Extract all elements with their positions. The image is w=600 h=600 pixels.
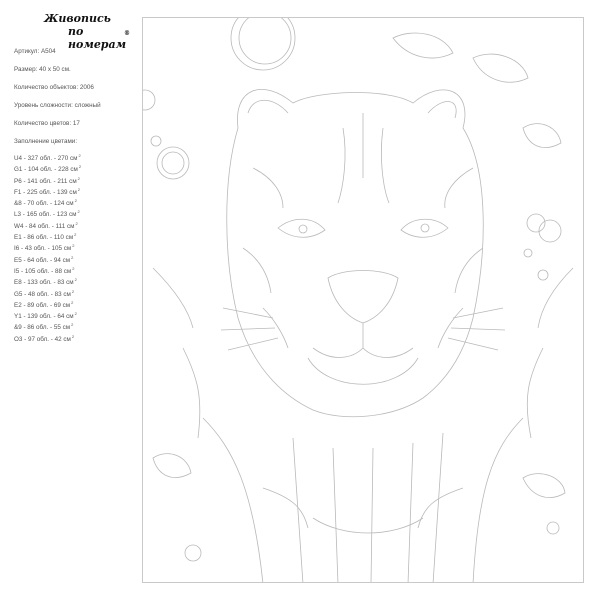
bubble-shape	[547, 522, 559, 534]
paint-splash	[523, 124, 561, 148]
paint-splash	[393, 33, 453, 58]
objects-count-label: Количество объектов: 2006	[14, 84, 94, 91]
legend-row-sup: 2	[77, 175, 80, 181]
stripe	[381, 128, 389, 203]
legend-row-text: W4 - 84 обл. - 111 см	[14, 222, 75, 230]
legend-row	[14, 288, 81, 299]
stripe	[338, 128, 345, 203]
legend-row-text: G1 - 104 обл. - 228 см	[14, 166, 78, 174]
legend-row	[14, 197, 81, 208]
color-legend	[14, 152, 81, 344]
bubble-shape	[231, 18, 295, 70]
fur-stroke	[313, 518, 423, 533]
legend-row-text: E5 - 64 обл. - 94 см	[14, 256, 71, 264]
legend-row-sup: 2	[71, 254, 74, 260]
difficulty-label: Уровень сложности: сложный	[14, 102, 101, 109]
left-eye	[278, 219, 325, 237]
legend-row-sup: 2	[74, 277, 77, 283]
legend-row-text: O3 - 97 обл. - 42 см	[14, 335, 71, 343]
chin-line	[308, 358, 418, 384]
legend-row-text: I5 - 105 обл. - 88 см	[14, 267, 72, 275]
legend-row-sup: 2	[71, 322, 74, 328]
left-ear-inner	[248, 100, 288, 113]
legend-row-text: E1 - 86 обл. - 110 см	[14, 234, 74, 242]
size-label: Размер: 40 x 50 см.	[14, 66, 71, 73]
bubble-shape	[538, 270, 548, 280]
fur-stroke	[527, 348, 543, 438]
legend-row	[14, 333, 81, 344]
stripe	[445, 168, 473, 208]
legend-row-text: L3 - 165 обл. - 123 см	[14, 211, 77, 219]
legend-row	[14, 175, 81, 186]
bubble-shape	[539, 220, 561, 242]
tiger-outline-drawing	[143, 18, 584, 583]
legend-row-sup: 2	[78, 164, 82, 170]
legend-row-text: &8 - 70 обл. - 124 см	[14, 200, 74, 208]
stripe	[243, 248, 271, 293]
paint-splash	[153, 454, 191, 478]
fur-stroke	[263, 488, 308, 528]
legend-row-text: Y1 - 139 обл. - 64 см	[14, 313, 74, 321]
nose-outline	[328, 271, 398, 324]
bubble-shape	[524, 249, 532, 257]
paint-splash	[473, 54, 528, 82]
legend-row-text: G5 - 48 обл. - 83 см	[14, 290, 71, 298]
article-label: Артикул: A504	[14, 48, 56, 55]
legend-row-sup: 2	[71, 333, 75, 339]
whiskers-right	[448, 308, 505, 350]
stripe	[253, 168, 283, 208]
legend-row-sup: 2	[71, 299, 74, 305]
bubble-shape	[143, 90, 155, 110]
legend-row	[14, 231, 81, 242]
bubble-shape	[151, 136, 161, 146]
fur-stroke	[183, 348, 200, 438]
fur-stroke	[293, 433, 443, 583]
paint-splash	[523, 474, 565, 498]
coloring-canvas	[142, 17, 584, 583]
right-pupil	[421, 224, 429, 232]
mouth-line	[313, 348, 413, 357]
legend-row	[14, 152, 81, 163]
fur-stroke	[418, 488, 463, 528]
legend-row-sup: 2	[71, 288, 75, 294]
legend-row-text: E2 - 89 обл. - 69 см	[14, 301, 71, 309]
bubble-shape	[162, 152, 184, 174]
legend-row	[14, 208, 81, 219]
whiskers-left	[221, 308, 278, 350]
fur-stroke	[538, 268, 573, 328]
legend-row-sup: 2	[78, 153, 81, 158]
legend-row	[14, 299, 81, 310]
tiger-head-outline	[227, 89, 483, 416]
legend-row	[14, 163, 81, 174]
legend-row	[14, 220, 81, 231]
legend-row-text: F1 - 225 обл. - 139 см	[14, 188, 77, 196]
legend-row-sup: 2	[72, 243, 75, 249]
legend-row	[14, 310, 81, 321]
legend-row-text: &9 - 86 обл. - 55 см	[14, 324, 71, 332]
legend-row-sup: 2	[77, 186, 81, 192]
legend-row	[14, 186, 81, 197]
bubble-shape	[185, 545, 201, 561]
brand-logo	[32, 12, 132, 51]
legend-row-text: P6 - 141 обл. - 211 см	[14, 177, 77, 185]
right-ear-inner	[428, 102, 456, 118]
legend-row	[14, 265, 81, 276]
legend-row-sup: 2	[74, 311, 77, 317]
fill-title: Заполнение цветами:	[14, 138, 78, 145]
info-panel	[14, 10, 134, 343]
left-pupil	[299, 225, 307, 233]
legend-row-text: U4 - 327 обл. - 270 см	[14, 155, 78, 162]
right-eye	[401, 219, 448, 237]
bubble-shape	[239, 18, 291, 64]
registered-mark: ®	[124, 30, 130, 37]
fur-stroke	[473, 418, 523, 583]
legend-row-sup: 2	[74, 198, 77, 204]
legend-row	[14, 276, 81, 287]
legend-row-sup: 2	[77, 209, 80, 215]
colors-count-label: Количество цветов: 17	[14, 120, 80, 127]
legend-row-text: I6 - 43 обл. - 105 см	[14, 245, 72, 253]
fur-stroke	[153, 268, 193, 328]
brand-line-1: Живопись	[44, 12, 111, 25]
legend-row	[14, 242, 81, 253]
legend-row-text: E8 - 133 обл. - 83 см	[14, 279, 74, 287]
fur-stroke	[203, 418, 263, 583]
brand-line-2: по номерам	[68, 25, 127, 51]
legend-row-sup: 2	[75, 220, 78, 226]
legend-row	[14, 321, 81, 332]
legend-row	[14, 254, 81, 265]
legend-row-sup: 2	[74, 232, 77, 238]
legend-row-sup: 2	[72, 265, 75, 271]
